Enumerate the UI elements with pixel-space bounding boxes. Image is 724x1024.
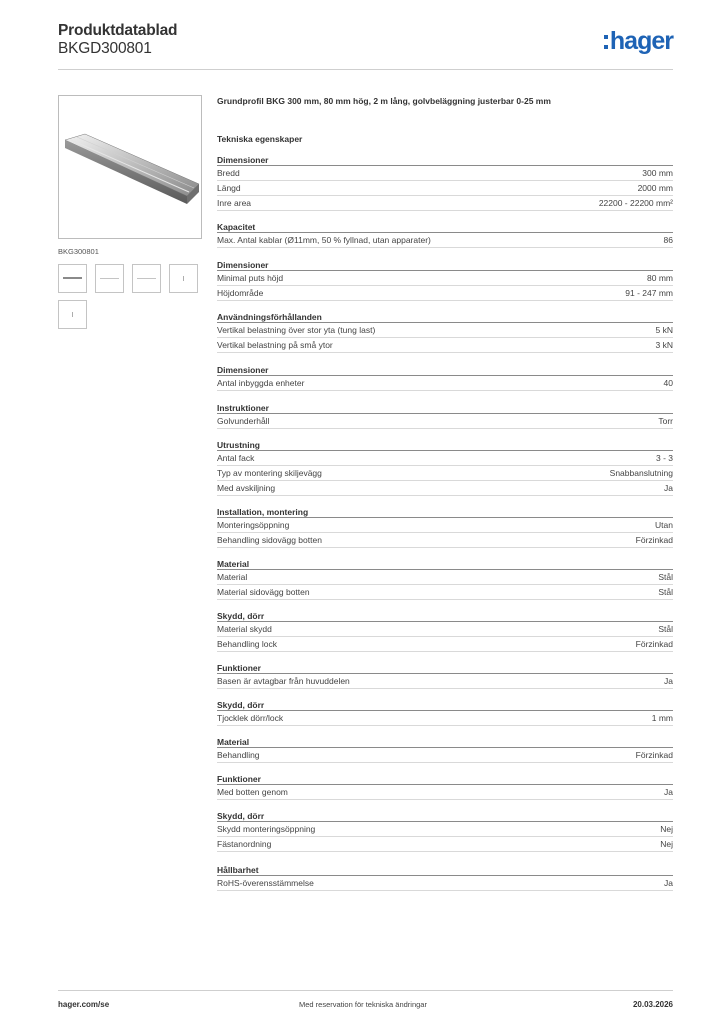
spec-row [217, 622, 673, 637]
spec-group [217, 507, 673, 548]
spec-label: Tjocklek dörr/lock [217, 713, 284, 723]
spec-label: Monteringsöppning [217, 520, 290, 530]
product-details [217, 96, 673, 891]
footer-date: 20.03.2026 [632, 1000, 673, 1009]
thumbnail-perspective-icon [59, 265, 86, 292]
spec-label: Bredd [217, 168, 240, 178]
spec-group-title: Utrustning [217, 440, 673, 451]
spec-group-title: Skydd, dörr [217, 700, 673, 711]
spec-label: Material skydd [217, 624, 272, 634]
spec-group-title: Funktioner [217, 663, 673, 674]
product-code-caption: BKG300801 [58, 247, 99, 256]
spec-group-title: Dimensioner [217, 365, 673, 376]
spec-label: Behandling sidovägg botten [217, 535, 322, 545]
spec-value: 1 mm [651, 713, 673, 723]
spec-label: Antal inbyggda enheter [217, 378, 305, 388]
spec-group [217, 774, 673, 800]
spec-row [217, 166, 673, 181]
spec-value: Stål [658, 624, 673, 634]
page-header [58, 22, 673, 70]
spec-label: Med avskiljning [217, 483, 276, 493]
spec-group [217, 155, 673, 211]
spec-row [217, 233, 673, 248]
spec-group-title: Kapacitet [217, 222, 673, 233]
spec-row [217, 414, 673, 429]
spec-value: 80 mm [647, 273, 673, 283]
specs-heading: Tekniska egenskaper [217, 134, 303, 144]
thumbnail-side-view-icon [96, 265, 123, 292]
spec-group-title: Skydd, dörr [217, 811, 673, 822]
spec-label: Material [217, 572, 248, 582]
spec-label: Fästanordning [217, 839, 272, 849]
spec-label: Skydd monteringsöppning [217, 824, 316, 834]
spec-value: Ja [664, 878, 673, 888]
spec-row [217, 785, 673, 800]
spec-value: Ja [664, 787, 673, 797]
spec-label: Minimal puts höjd [217, 273, 284, 283]
spec-label: Vertikal belastning på små ytor [217, 340, 333, 350]
spec-row [217, 181, 673, 196]
spec-row [217, 323, 673, 338]
spec-group [217, 260, 673, 301]
spec-label: Antal fack [217, 453, 255, 463]
spec-group [217, 811, 673, 852]
product-description: Grundprofil BKG 300 mm, 80 mm hög, 2 m lång, golvbeläggning justerbar 0-25 mm [217, 96, 551, 106]
spec-row [217, 570, 673, 585]
spec-value: Torr [658, 416, 673, 426]
logo-text: hager [609, 27, 673, 55]
spec-group [217, 440, 673, 496]
spec-label: Max. Antal kablar (Ø11mm, 50 % fyllnad, utan apparater) [217, 235, 431, 245]
spec-label: Material sidovägg botten [217, 587, 310, 597]
spec-label: Höjdområde [217, 288, 264, 298]
spec-group-title: Hållbarhet [217, 865, 673, 876]
spec-group [217, 403, 673, 429]
spec-value: 86 [663, 235, 673, 245]
hager-logo[interactable] [604, 26, 673, 56]
spec-value: 300 mm [642, 168, 673, 178]
cable-trunking-image [59, 96, 201, 238]
spec-group-title: Material [217, 737, 673, 748]
spec-value: Nej [660, 824, 673, 834]
spec-group-title: Användningsförhållanden [217, 312, 673, 323]
document-subtitle: BKGD300801 [58, 40, 152, 57]
spec-label: Basen är avtagbar från huvuddelen [217, 676, 350, 686]
spec-value: Förzinkad [635, 535, 673, 545]
spec-label: Typ av montering skiljevägg [217, 468, 322, 478]
spec-row [217, 376, 673, 391]
spec-row [217, 286, 673, 301]
spec-row [217, 585, 673, 600]
footer-website-link[interactable]: hager.com/se [58, 1000, 110, 1009]
spec-row [217, 196, 673, 211]
spec-row [217, 822, 673, 837]
spec-label: Vertikal belastning över stor yta (tung last) [217, 325, 376, 335]
spec-group [217, 865, 673, 891]
spec-value: 3 - 3 [655, 453, 673, 463]
spec-value: Stål [658, 587, 673, 597]
footer-disclaimer: Med reservation för tekniska ändringar [299, 1000, 427, 1009]
spec-row [217, 338, 673, 353]
spec-row [217, 518, 673, 533]
spec-row [217, 748, 673, 763]
spec-group [217, 737, 673, 763]
spec-value: 3 kN [655, 340, 673, 350]
spec-group-title: Dimensioner [217, 260, 673, 271]
thumbnail-strip [58, 264, 208, 329]
spec-group [217, 663, 673, 689]
spec-group-title: Material [217, 559, 673, 570]
spec-value: 40 [663, 378, 673, 388]
spec-row [217, 876, 673, 891]
spec-group [217, 365, 673, 391]
spec-label: Behandling [217, 750, 260, 760]
spec-row [217, 481, 673, 496]
thumbnail-3[interactable] [132, 264, 161, 293]
spec-group [217, 700, 673, 726]
thumbnail-2[interactable] [95, 264, 124, 293]
spec-label: RoHS-överensstämmelse [217, 878, 314, 888]
spec-value: Förzinkad [635, 639, 673, 649]
spec-value: Ja [664, 483, 673, 493]
spec-row [217, 451, 673, 466]
spec-row [217, 271, 673, 286]
product-image[interactable] [58, 95, 202, 239]
spec-label: Längd [217, 183, 241, 193]
spec-row [217, 711, 673, 726]
document-title: Produktdatablad [58, 22, 178, 39]
spec-group-title: Instruktioner [217, 403, 673, 414]
spec-group-title: Dimensioner [217, 155, 673, 166]
spec-groups [217, 155, 673, 891]
spec-value: Utan [655, 520, 673, 530]
thumbnail-top-view-icon [133, 265, 160, 292]
spec-row [217, 466, 673, 481]
spec-value: Nej [660, 839, 673, 849]
spec-value: 91 - 247 mm [625, 288, 673, 298]
spec-label: Inre area [217, 198, 252, 208]
spec-group [217, 611, 673, 652]
spec-group [217, 312, 673, 353]
spec-group-title: Installation, montering [217, 507, 673, 518]
thumbnail-1[interactable] [58, 264, 87, 293]
page-footer [58, 990, 673, 1020]
thumbnail-5[interactable] [58, 300, 87, 329]
spec-value: 2000 mm [637, 183, 673, 193]
spec-group [217, 559, 673, 600]
spec-value: 5 kN [655, 325, 673, 335]
thumbnail-end-view-icon [170, 265, 197, 292]
spec-value: Ja [664, 676, 673, 686]
spec-group-title: Skydd, dörr [217, 611, 673, 622]
spec-label: Behandling lock [217, 639, 278, 649]
thumbnail-section-icon [59, 301, 86, 328]
product-media [58, 95, 202, 329]
logo-dots-icon [604, 35, 608, 49]
spec-value: Stål [658, 572, 673, 582]
spec-value: Förzinkad [635, 750, 673, 760]
spec-group [217, 222, 673, 248]
spec-label: Med botten genom [217, 787, 288, 797]
spec-label: Golvunderhåll [217, 416, 270, 426]
spec-value: Snabbanslutning [609, 468, 673, 478]
spec-row [217, 837, 673, 852]
spec-row [217, 533, 673, 548]
spec-group-title: Funktioner [217, 774, 673, 785]
spec-row [217, 637, 673, 652]
spec-row [217, 674, 673, 689]
spec-value: 22200 - 22200 mm² [598, 198, 673, 208]
thumbnail-4[interactable] [169, 264, 198, 293]
